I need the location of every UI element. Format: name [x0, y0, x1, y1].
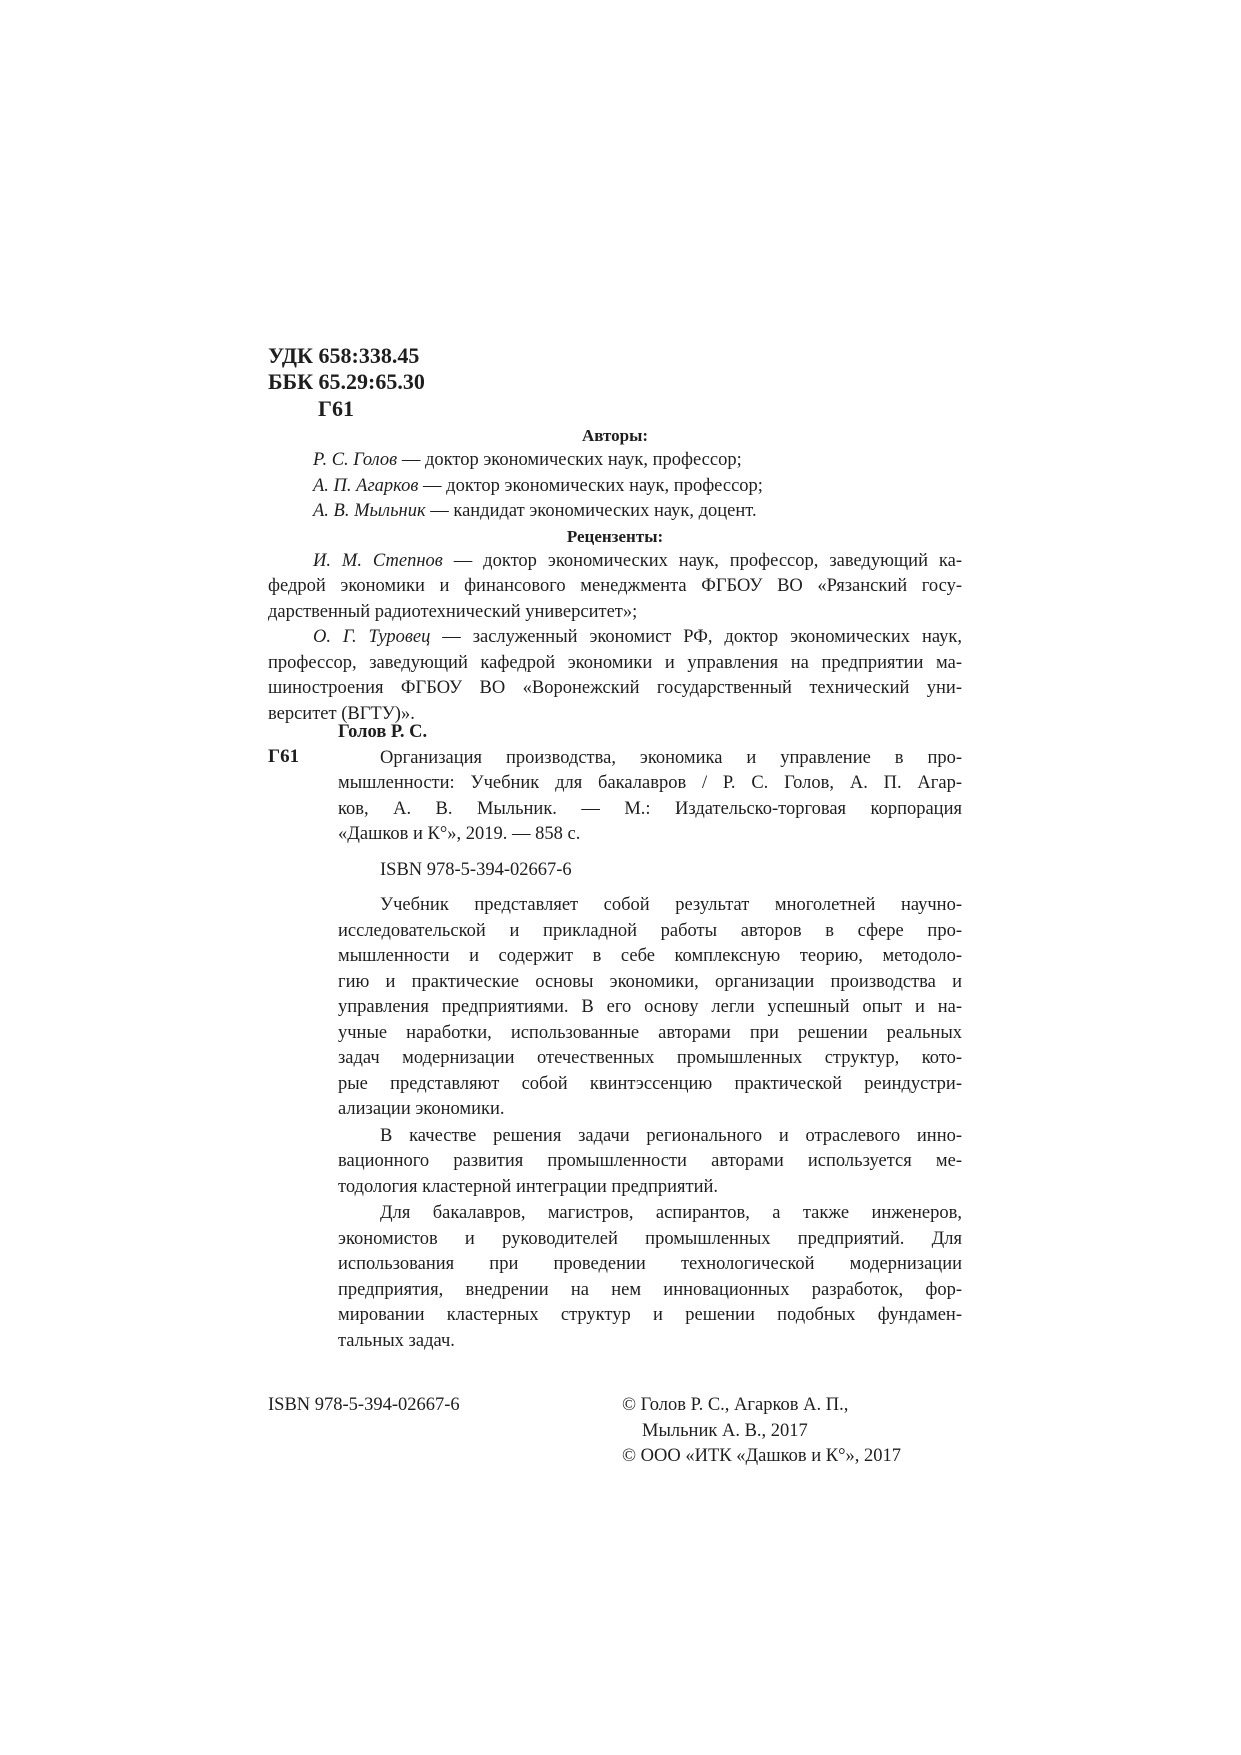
authors-section	[268, 424, 962, 727]
text-line: рые представляют собой квинтэссенцию практической реиндустри-	[338, 1073, 962, 1094]
text-line: «Дашков и К°», 2019. — 858 с.	[338, 824, 581, 844]
text-line: задач модернизации отечественных промышленных структур, кото-	[338, 1048, 962, 1068]
reviewer-desc: — доктор экономических наук, профессор, заведующий ка-	[442, 550, 962, 571]
text-line: мышленности: Учебник для бакалавров / Р. С. Голов, А. П. Агар-	[338, 773, 962, 793]
text-block	[268, 574, 962, 625]
bib-author: Голов Р. С.	[338, 722, 428, 742]
footer-isbn: ISBN 978-5-394-02667-6	[268, 1395, 460, 1415]
author-mark: Г61	[318, 396, 354, 421]
author-line	[268, 499, 962, 525]
reviewer-name: О. Г. Туровец	[313, 627, 431, 647]
text-line: управления предприятиями. В его основу легли успешный опыт и на-	[338, 997, 962, 1017]
copyright-line: © Голов Р. С., Агарков А. П.,	[622, 1395, 849, 1415]
author-desc: — доктор экономических наук, профессор;	[418, 475, 763, 496]
reviewer-line	[268, 549, 962, 575]
text-block	[338, 893, 962, 1123]
author-desc: — доктор экономических наук, профессор;	[397, 450, 742, 470]
author-line	[268, 448, 962, 474]
text-line: В качестве решения задачи регионального и отраслевого инно-	[380, 1125, 962, 1146]
text-line: Организация производства, экономика и управление в про-	[380, 747, 962, 768]
text-line: мировании кластерных структур и решении подобных фундамен-	[338, 1305, 962, 1325]
text-line: Учебник представляет собой результат многолетней научно-	[380, 895, 962, 915]
text-block	[338, 746, 962, 848]
text-line: вационного развития промышленности авторами используется ме-	[338, 1151, 962, 1171]
bib-isbn: ISBN 978-5-394-02667-6	[380, 859, 572, 880]
text-line: мышленности и содержит в себе комплексную теорию, методоло-	[338, 946, 962, 966]
text-block	[338, 1124, 962, 1201]
text-line: гию и практические основы экономики, организации производства и	[338, 971, 962, 992]
author-name: А. В. Мыльник	[313, 501, 426, 521]
bib-mark: Г61	[268, 746, 300, 767]
text-line: Для бакалавров, магистров, аспирантов, а также инженеров,	[380, 1203, 962, 1223]
text-line: ков, А. В. Мыльник. — М.: Издательско-торговая корпорация	[338, 798, 962, 819]
text-line: исследовательской и прикладной работы авторов в сфере про-	[338, 920, 962, 941]
copyright-line: © ООО «ИТК «Дашков и К°», 2017	[622, 1446, 902, 1466]
reviewer-desc: — заслуженный экономист РФ, доктор экономических наук,	[430, 627, 962, 647]
text-line: дарственный радиотехнический университет»;	[268, 601, 638, 622]
text-line: учные наработки, использованные авторами при решении реальных	[338, 1022, 962, 1043]
copyright-line: Мыльник А. В., 2017	[642, 1420, 808, 1441]
text-line: предприятия, внедрении на нем инновационных разработок, фор-	[338, 1279, 962, 1300]
text-line: экономистов и руководителей промышленных предприятий. Для	[338, 1228, 962, 1249]
text-line: тодология кластерной интеграции предприятий.	[338, 1176, 719, 1197]
author-desc: — кандидат экономических наук, доцент.	[425, 501, 757, 521]
text-block	[268, 651, 962, 728]
text-line: верситет (ВГТУ)».	[268, 703, 415, 724]
annotation	[338, 893, 962, 1354]
reviewer-name: И. М. Степнов	[313, 550, 443, 571]
text-line: ализации экономики.	[338, 1099, 505, 1119]
bibliographic-entry	[338, 720, 962, 883]
text-line: федрой экономики и финансового менеджмента ФГБОУ ВО «Рязанский госу-	[268, 576, 962, 596]
reviewers-heading: Рецензенты:	[566, 526, 664, 546]
author-line	[268, 474, 962, 500]
reviewer-line	[268, 625, 962, 651]
text-block	[338, 1201, 962, 1354]
text-line: шиностроения ФГБОУ ВО «Воронежский государственный технический уни-	[268, 678, 962, 698]
udk-code: УДК 658:338.45	[268, 343, 420, 368]
authors-heading: Авторы:	[581, 426, 649, 445]
author-name: А. П. Агарков	[313, 475, 419, 496]
text-line: тальных задач.	[338, 1330, 455, 1351]
bbk-code: ББК 65.29:65.30	[268, 369, 425, 394]
text-line: использования при проведении технологической модернизации	[338, 1254, 962, 1274]
copyright-block	[622, 1393, 901, 1470]
text-line: профессор, заведующий кафедрой экономики и управления на предприятии ма-	[268, 652, 962, 673]
author-name: Р. С. Голов	[313, 450, 398, 470]
